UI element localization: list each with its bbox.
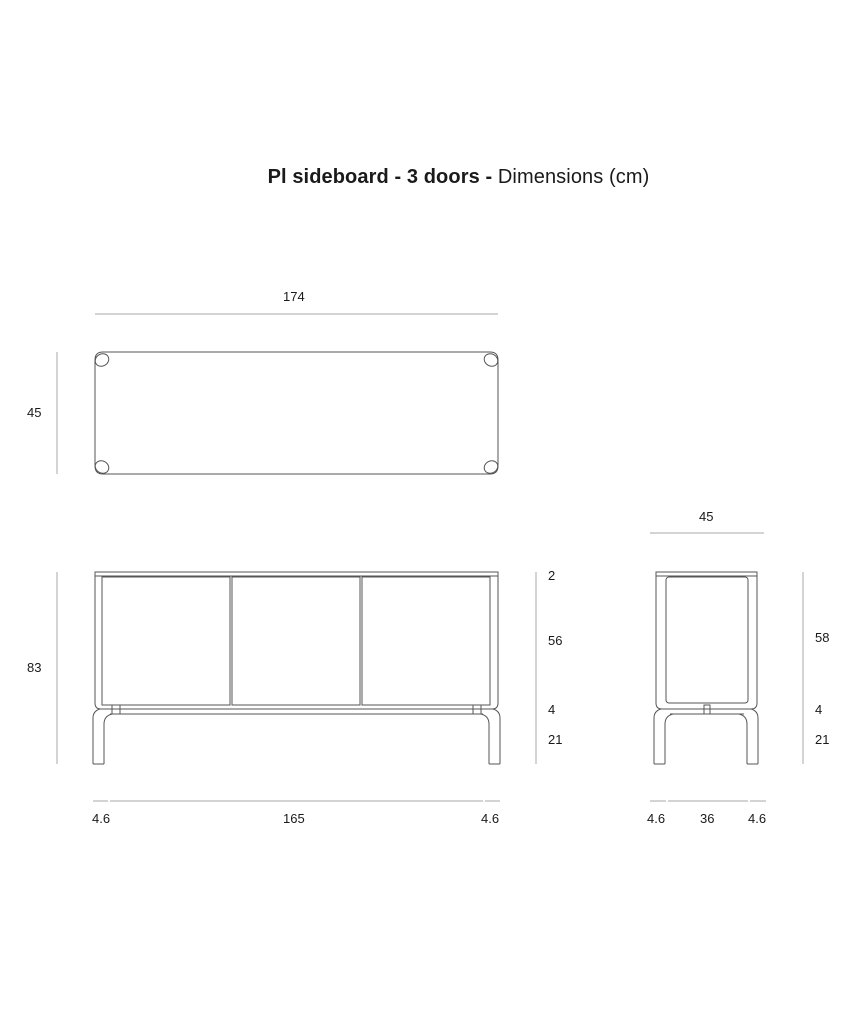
side-view [654,572,758,764]
label-front-leg-left: 4.6 [92,811,111,826]
label-front-height: 83 [27,660,42,675]
label-side-leg-left: 4.6 [647,811,666,826]
label-front-leg-right: 4.6 [481,811,500,826]
label-side-leg-height: 21 [815,732,830,747]
label-front-span: 165 [283,811,305,826]
front-view [93,572,500,764]
top-view [93,351,500,475]
label-side-rail-height: 4 [815,702,823,717]
label-side-leg-right: 4.6 [748,811,767,826]
label-front-top-thickness: 2 [548,568,556,583]
label-front-leg-height: 21 [548,732,563,747]
label-front-rail-height: 4 [548,702,556,717]
label-front-body-height: 56 [548,633,563,648]
label-top-width: 174 [283,289,305,304]
label-side-depth: 45 [699,509,714,524]
title-subtitle: Dimensions (cm) [497,166,650,188]
label-side-span: 36 [700,811,715,826]
label-side-body-height: 58 [815,630,830,645]
label-top-depth: 45 [27,405,42,420]
title-product: Pl sideboard - 3 doors - [267,166,493,188]
